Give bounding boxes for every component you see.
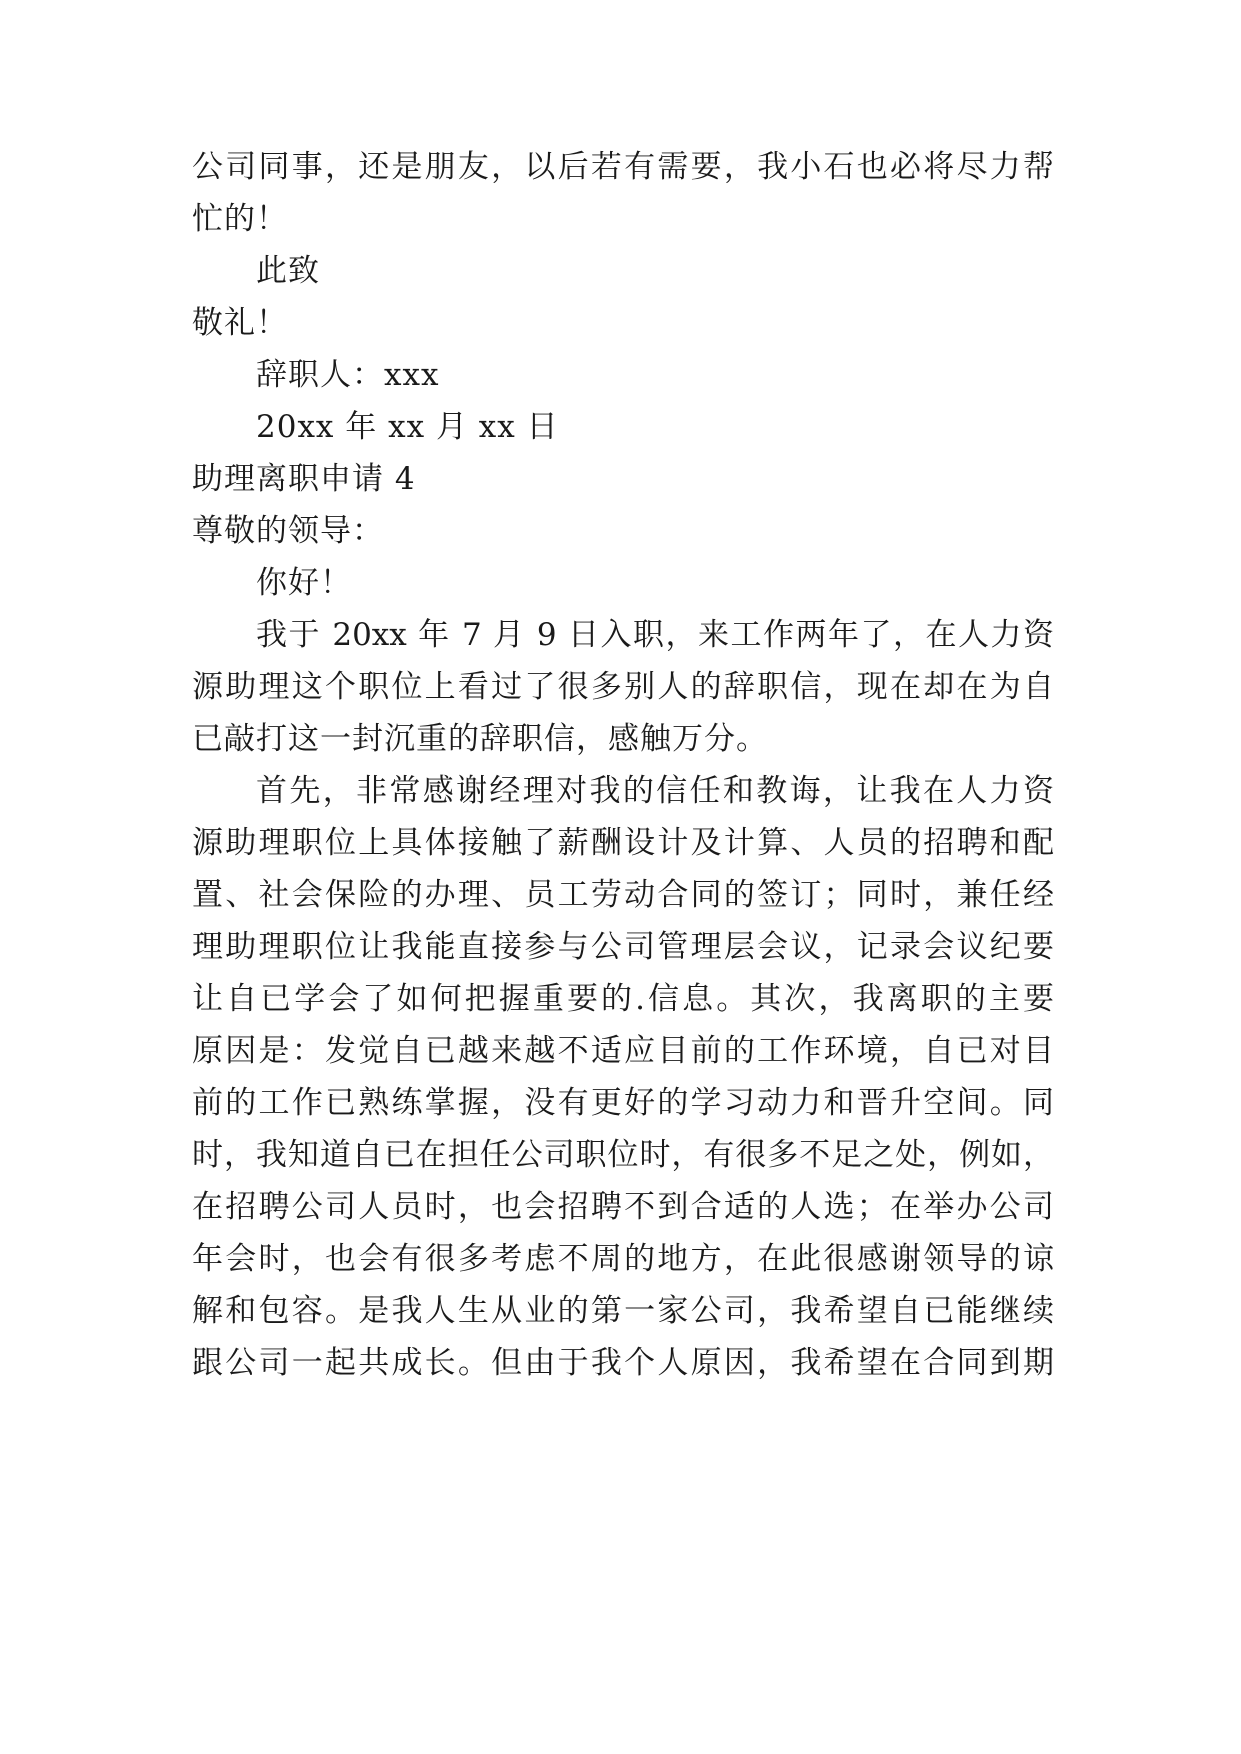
paragraph-line: 时，我知道自已在担任公司职位时，有很多不足之处，例如， bbox=[192, 1137, 1054, 1173]
paragraph-line: 忙的！ bbox=[192, 201, 288, 237]
paragraph-line: 前的工作已熟练掌握，没有更好的学习动力和晋升空间。同 bbox=[192, 1085, 1054, 1121]
letter-greeting: 尊敬的领导： bbox=[192, 513, 384, 549]
paragraph-line: 公司同事，还是朋友，以后若有需要，我小石也必将尽力帮 bbox=[192, 149, 1054, 185]
paragraph-line: 原因是：发觉自已越来越不适应目前的工作环境，自已对目 bbox=[192, 1033, 1054, 1069]
paragraph-line: 跟公司一起共成长。但由于我个人原因，我希望在合同到期 bbox=[192, 1345, 1054, 1381]
signature-date: 20xx 年 xx 月 xx 日 bbox=[256, 409, 559, 445]
signature-name: 辞职人：xxx bbox=[256, 357, 440, 393]
section-title: 助理离职申请 4 bbox=[192, 461, 416, 497]
paragraph-line: 解和包容。是我人生从业的第一家公司，我希望自已能继续 bbox=[192, 1293, 1054, 1329]
paragraph-line: 理助理职位让我能直接参与公司管理层会议，记录会议纪要 bbox=[192, 929, 1054, 965]
paragraph-line: 置、社会保险的办理、员工劳动合同的签订；同时，兼任经 bbox=[192, 877, 1054, 913]
paragraph-line: 首先，非常感谢经理对我的信任和教诲，让我在人力资 bbox=[256, 773, 1054, 809]
paragraph-line: 已敲打这一封沉重的辞职信，感触万分。 bbox=[192, 721, 768, 757]
closing-respect: 敬礼！ bbox=[192, 305, 288, 341]
paragraph-line: 让自已学会了如何把握重要的.信息。其次，我离职的主要 bbox=[192, 981, 1054, 1017]
paragraph-line: 源助理职位上具体接触了薪酬设计及计算、人员的招聘和配 bbox=[192, 825, 1054, 861]
paragraph-line: 源助理这个职位上看过了很多别人的辞职信，现在却在为自 bbox=[192, 669, 1054, 705]
letter-hello: 你好！ bbox=[256, 565, 352, 601]
closing-salutation: 此致 bbox=[256, 253, 320, 289]
paragraph-line: 年会时，也会有很多考虑不周的地方，在此很感谢领导的谅 bbox=[192, 1241, 1054, 1277]
paragraph-line: 在招聘公司人员时，也会招聘不到合适的人选；在举办公司 bbox=[192, 1189, 1054, 1225]
paragraph-line: 我于 20xx 年 7 月 9 日入职，来工作两年了，在人力资 bbox=[256, 617, 1054, 653]
